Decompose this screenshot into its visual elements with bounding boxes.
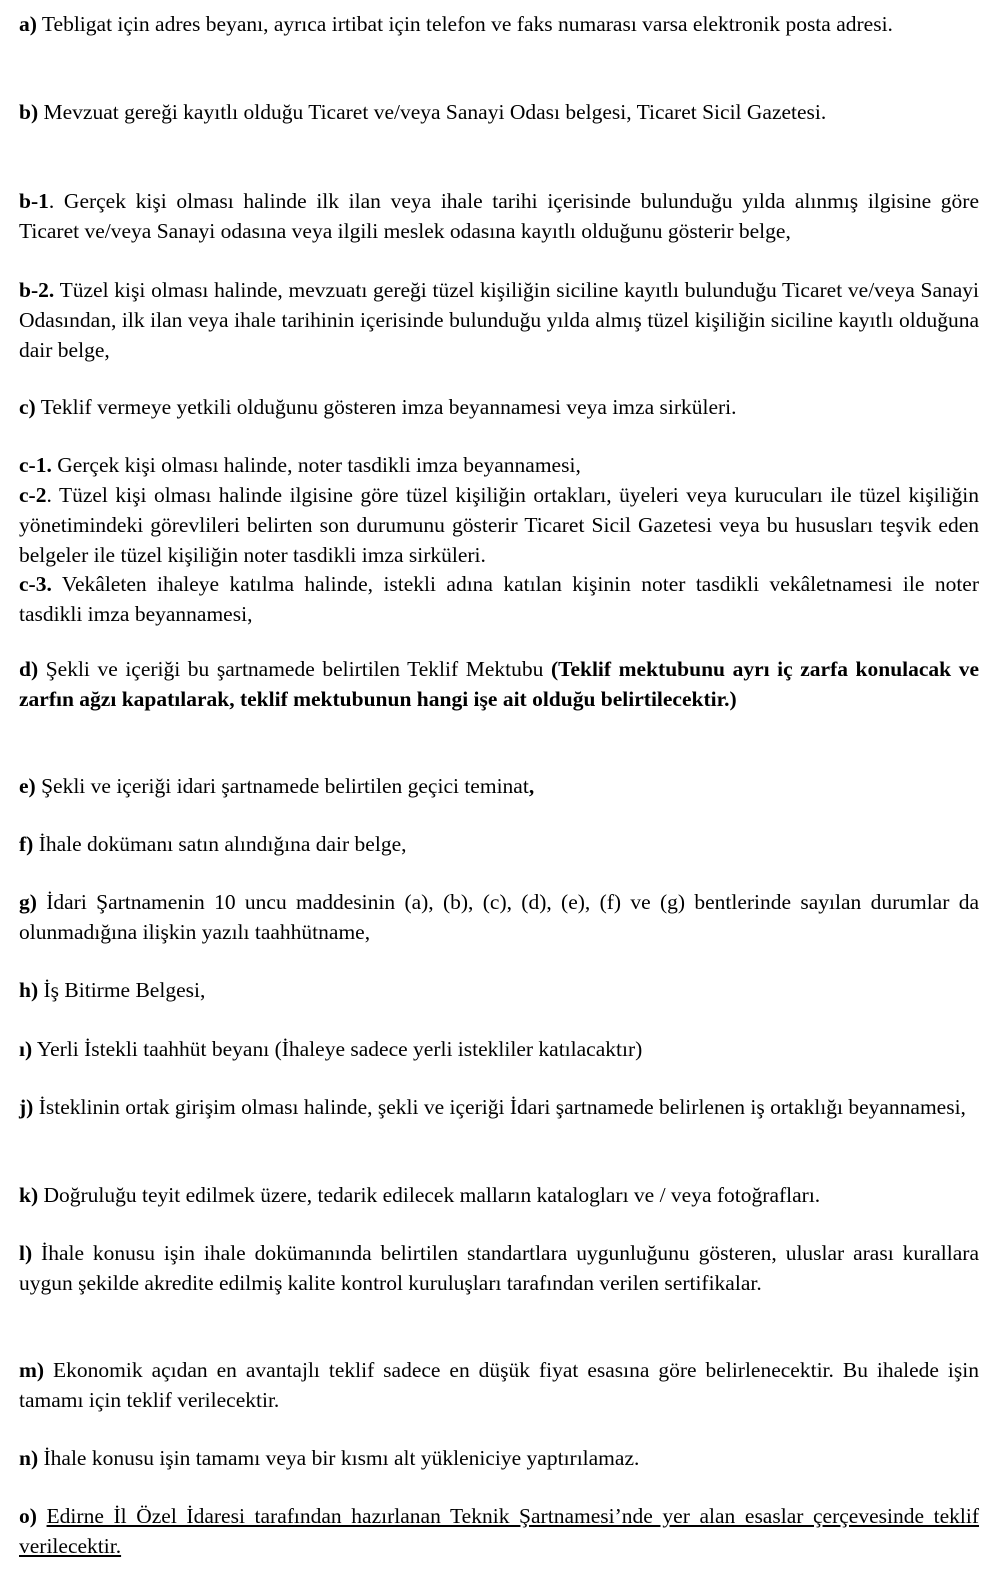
item-c-label: c) bbox=[19, 395, 36, 419]
item-c3-label: c-3. bbox=[19, 572, 52, 596]
item-b1 bbox=[19, 187, 979, 247]
item-b-label: b) bbox=[19, 100, 39, 124]
item-h-label: h) bbox=[19, 978, 39, 1002]
item-h bbox=[19, 976, 979, 1006]
item-c2 bbox=[19, 481, 979, 570]
item-m-label: m) bbox=[19, 1358, 45, 1382]
item-b2-label: b-2. bbox=[19, 278, 55, 302]
item-i bbox=[19, 1035, 979, 1065]
item-d-text: Şekli ve içeriği bu şartnamede belirtilen Teklif Mektubu bbox=[38, 657, 551, 681]
item-c1 bbox=[19, 451, 979, 481]
item-a bbox=[19, 10, 979, 40]
item-e-label: e) bbox=[19, 774, 36, 798]
item-j-text: İsteklinin ortak girişim olması halinde, şekli ve içeriği İdari şartnamede belirlenen iş ortaklığı beyannamesi, bbox=[33, 1095, 966, 1119]
item-f-text: İhale dokümanı satın alındığına dair belge, bbox=[33, 832, 407, 856]
item-o bbox=[19, 1502, 979, 1562]
item-e-bold-text: , bbox=[528, 774, 535, 798]
item-j-label: j) bbox=[19, 1095, 34, 1119]
item-n bbox=[19, 1444, 979, 1474]
item-n-label: n) bbox=[19, 1446, 39, 1470]
item-n-text: İhale konusu işin tamamı veya bir kısmı alt yükleniciye yaptırılamaz. bbox=[38, 1446, 640, 1470]
item-b-text: Mevzuat gereği kayıtlı olduğu Ticaret ve/veya Sanayi Odası belgesi, Ticaret Sicil Gazetesi. bbox=[38, 100, 827, 124]
item-c2-text: . Tüzel kişi olması halinde ilgisine göre tüzel kişiliğin ortakları, üyeleri veya kurucuları ile tüzel kişiliğin yönetimindeki görevlileri belirten son durumunu gösterir Ticaret Sicil Gazetesi veya bu hususları teşvik eden belgeler ile tüzel kişiliğin noter tasdikli imza sirküleri. bbox=[19, 483, 979, 567]
item-g-label: g) bbox=[19, 890, 37, 914]
item-c-text: Teklif vermeye yetkili olduğunu gösteren imza beyannamesi veya imza sirküleri. bbox=[35, 395, 737, 419]
item-i-text: Yerli İstekli taahhüt beyanı (İhaleye sadece yerli istekliler katılacaktır) bbox=[32, 1037, 643, 1061]
item-a-label: a) bbox=[19, 12, 37, 36]
item-c1-text: Gerçek kişi olması halinde, noter tasdikli imza beyannamesi, bbox=[51, 453, 581, 477]
item-h-text: İş Bitirme Belgesi, bbox=[38, 978, 206, 1002]
item-c3-text: Vekâleten ihaleye katılma halinde, istekli adına katılan kişinin noter tasdikli vekâletnamesi ile noter tasdikli imza beyannamesi, bbox=[19, 572, 979, 626]
item-c bbox=[19, 393, 979, 423]
item-a-text: Tebligat için adres beyanı, ayrıca irtibat için telefon ve faks numarası varsa elektronik posta adresi. bbox=[36, 12, 893, 36]
item-e bbox=[19, 772, 979, 802]
item-k bbox=[19, 1181, 979, 1211]
item-o-text bbox=[37, 1504, 47, 1528]
item-i-label: ı) bbox=[19, 1037, 33, 1061]
item-b2-text: Tüzel kişi olması halinde, mevzuatı gereği tüzel kişiliğin siciline kayıtlı bulunduğu Ticaret ve/veya Sanayi Odasından, ilk ilan veya ihale tarihinin içerisinde bulunduğu yılda almış tüzel kişiliğin siciline kayıtlı olduğuna dair belge, bbox=[19, 278, 979, 362]
item-o-underlined-text: Edirne İl Özel İdaresi tarafından hazırlanan Teknik Şartnamesi’nde yer alan esaslar çerçevesinde teklif verilecektir. bbox=[19, 1504, 980, 1558]
item-g-text: İdari Şartnamenin 10 uncu maddesinin (a), (b), (c), (d), (e), (f) ve (g) bentlerinde sayılan durumlar da olunmadığına ilişkin yazılı taahhütname, bbox=[19, 890, 979, 944]
item-f-label: f) bbox=[19, 832, 34, 856]
item-d-bold-text: (Teklif mektubunu ayrı iç zarfa konulacak ve zarfın ağzı kapatılarak, teklif mektubunun hangi işe ait olduğu belirtilecektir.) bbox=[19, 657, 980, 711]
item-l-text: İhale konusu işin ihale dokümanında belirtilen standartlara uygunluğunu gösteren, uluslar arası kurallara uygun şekilde akredite edilmiş kalite kontrol kuruluşları tarafından verilen sertifikalar. bbox=[19, 1241, 979, 1295]
item-m bbox=[19, 1356, 979, 1416]
item-d-label: d) bbox=[19, 657, 39, 681]
item-l bbox=[19, 1239, 979, 1299]
item-b1-label: b-1 bbox=[19, 189, 49, 213]
item-b1-text: . Gerçek kişi olması halinde ilk ilan veya ihale tarihi içerisinde bulunduğu yılda alınmış ilgisine göre Ticaret ve/veya Sanayi odasına veya ilgili meslek odasına kayıtlı olduğunu gösterir belge, bbox=[19, 189, 979, 243]
item-e-text: Şekli ve içeriği idari şartnamede belirtilen geçici teminat bbox=[35, 774, 529, 798]
item-c2-label: c-2 bbox=[19, 483, 47, 507]
item-l-label: l) bbox=[19, 1241, 33, 1265]
item-k-label: k) bbox=[19, 1183, 39, 1207]
item-g bbox=[19, 888, 979, 948]
item-f bbox=[19, 830, 979, 860]
item-o-label: o) bbox=[19, 1504, 37, 1528]
item-k-text: Doğruluğu teyit edilmek üzere, tedarik edilecek malların katalogları ve / veya fotoğrafları. bbox=[38, 1183, 821, 1207]
item-b2 bbox=[19, 276, 979, 365]
item-c3 bbox=[19, 570, 979, 630]
item-c1-label: c-1. bbox=[19, 453, 52, 477]
item-j bbox=[19, 1093, 979, 1123]
item-m-text: Ekonomik açıdan en avantajlı teklif sadece en düşük fiyat esasına göre belirlenecektir. Bu ihalede işin tamamı için teklif verilecektir. bbox=[19, 1358, 979, 1412]
item-d bbox=[19, 655, 979, 715]
item-b bbox=[19, 98, 979, 128]
